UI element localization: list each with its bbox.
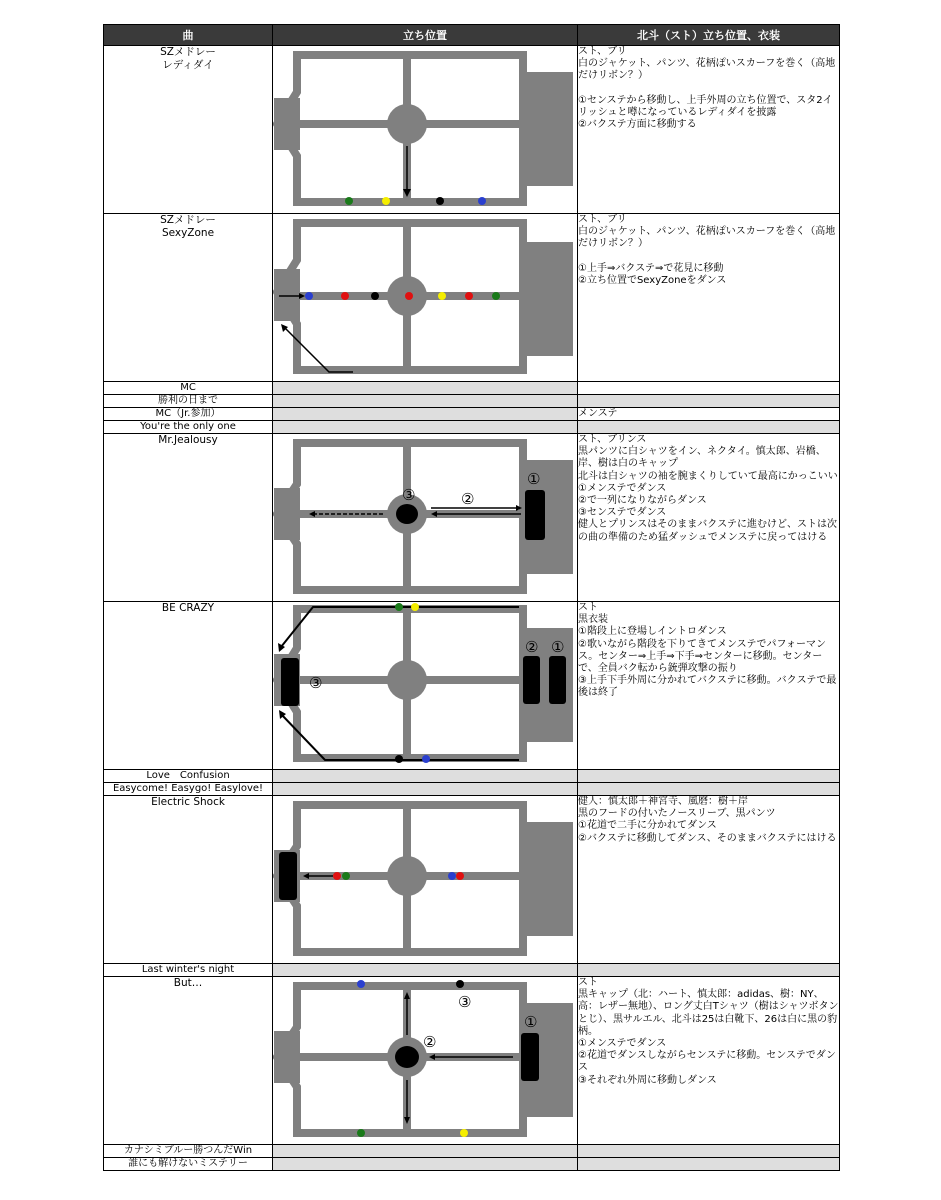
step-marker-3: ③	[458, 993, 472, 1011]
move-arrow	[281, 714, 519, 760]
step-marker-1: ①	[527, 470, 541, 488]
stage-position	[395, 1046, 419, 1068]
step-marker-2: ②	[525, 638, 539, 656]
song-cell: カナシミブルー勝つんだWin	[104, 1145, 273, 1158]
empty-cell	[273, 395, 578, 408]
header-notes: 北斗（スト）立ち位置、衣装	[578, 25, 840, 46]
empty-cell	[273, 421, 578, 434]
member-dot-red	[405, 292, 413, 300]
header-song: 曲	[104, 25, 273, 46]
member-dot-green	[492, 292, 500, 300]
table-row	[104, 46, 840, 214]
stage-diagram	[273, 602, 578, 769]
song-cell: Love Confusion	[104, 770, 273, 783]
table-row	[104, 964, 840, 977]
notes-cell	[578, 770, 840, 783]
empty-cell	[273, 783, 578, 796]
stage-position	[279, 852, 297, 900]
table-row	[104, 395, 840, 408]
song-cell	[104, 977, 273, 1145]
stage-diagram	[273, 434, 578, 601]
step-marker-3: ③	[402, 486, 416, 504]
table-row	[104, 1145, 840, 1158]
song-cell	[104, 46, 273, 214]
stage-diagram-cell	[273, 434, 578, 602]
stage-diagram-cell	[273, 214, 578, 382]
notes-cell	[578, 1158, 840, 1171]
notes-cell	[578, 1145, 840, 1158]
member-dot-black	[371, 292, 379, 300]
table-row	[104, 770, 840, 783]
step-marker-1: ①	[524, 1013, 538, 1031]
back-stage	[274, 269, 300, 321]
stage-diagram-cell	[273, 46, 578, 214]
notes-cell	[578, 395, 840, 408]
notes-cell: スト、ブリ 白のジャケット、パンツ、花柄ぽいスカーフを巻く（高地だけリボン？） ①上手⇒バクステ⇒で花見に移動 ②立ち位置でSexyZoneをダンス	[578, 214, 840, 382]
table-row	[104, 408, 840, 421]
notes-cell: 健人：慎太郎＋神宮寺、風磨：樹＋岸 黒のフードの付いたノースリーブ、黒パンツ ①花道で二手に分かれてダンス ②バクステに移動してダンス、そのままバクステにはける	[578, 796, 840, 964]
empty-cell	[273, 1145, 578, 1158]
header-row	[104, 25, 840, 46]
song-name: Mr.Jealousy	[158, 434, 218, 446]
notes-cell: スト 黒キャップ（北：ハート、慎太郎：adidas、樹：NY、高：レザー無地）、ロング丈白Tシャツ（樹はシャツボタンとじ）、黒サルエル、北斗は25は白靴下、26は白に黒の豹柄。 ①メンステでダンス ②花道でダンスしながらセンステに移動。センステでダンス ③それぞれ外周に移動しダンス	[578, 977, 840, 1145]
stage-diagram	[273, 977, 578, 1144]
stage-position	[523, 656, 540, 704]
back-stage	[274, 98, 300, 150]
member-dot-black	[395, 755, 403, 763]
stage-position	[281, 658, 299, 706]
table-row	[104, 977, 840, 1145]
main-stage	[519, 72, 573, 186]
song-cell: You're the only one	[104, 421, 273, 434]
song-name: Electric Shock	[151, 796, 225, 808]
song-cell	[104, 214, 273, 382]
table-row	[104, 434, 840, 602]
empty-cell	[273, 408, 578, 421]
song-cell: 勝利の日まで	[104, 395, 273, 408]
notes-cell	[578, 964, 840, 977]
empty-cell	[273, 964, 578, 977]
notes-cell	[578, 783, 840, 796]
table-row	[104, 1158, 840, 1171]
song-cell: MC	[104, 382, 273, 395]
member-dot-blue	[305, 292, 313, 300]
song-cell	[104, 434, 273, 602]
member-dot-yellow	[411, 603, 419, 611]
song-cell: Easycome! Easygo! Easylove!	[104, 783, 273, 796]
step-marker-1: ①	[551, 638, 565, 656]
setlist-table	[103, 24, 840, 1171]
main-stage	[519, 242, 573, 356]
member-dot-blue	[448, 872, 456, 880]
center-stage	[387, 660, 427, 700]
member-dot-green	[357, 1129, 365, 1137]
member-dot-green	[345, 197, 353, 205]
member-dot-blue	[422, 755, 430, 763]
stage-position	[396, 504, 418, 524]
song-name: SexyZone	[161, 227, 215, 239]
step-marker-2: ②	[423, 1033, 437, 1051]
song-name: レディダイ	[162, 59, 214, 71]
stage-diagram-cell	[273, 602, 578, 770]
member-dot-black	[456, 980, 464, 988]
stage-diagram	[273, 796, 578, 963]
step-marker-2: ②	[461, 490, 475, 508]
member-dot-yellow	[460, 1129, 468, 1137]
member-dot-red	[456, 872, 464, 880]
notes-cell: スト、ブリンス 黒パンツに白シャツをイン、ネクタイ。慎太郎、岩橋、岸、樹は白のキャップ 北斗は白シャツの袖を腕まくりしていて最高にかっこいい ①メンステでダンス ②で一列になりながらダンス ③センステでダンス 健人とプリンスはそのままバクステに進むけど、ストは次の曲の準備のため猛ダッシュでメンステに戻ってはける	[578, 434, 840, 602]
back-stage	[274, 488, 300, 540]
table-row	[104, 796, 840, 964]
back-stage	[274, 1031, 300, 1083]
member-dot-blue	[478, 197, 486, 205]
member-dot-yellow	[382, 197, 390, 205]
table-row	[104, 382, 840, 395]
song-cell	[104, 602, 273, 770]
empty-cell	[273, 382, 578, 395]
song-cell: Last winter's night	[104, 964, 273, 977]
member-dot-red	[465, 292, 473, 300]
stage-position	[521, 1033, 539, 1081]
song-name: BE CRAZY	[161, 602, 215, 614]
center-stage	[387, 856, 427, 896]
notes-cell: スト、ブリ 白のジャケット、パンツ、花柄ぽいスカーフを巻く（高地だけリボン？） ①センステから移動し、上手外周の立ち位置で、スタ2イリッシュと噂になっているレディダイを披露 ②バクステ方面に移動する	[578, 46, 840, 214]
song-cell: MC（Jr.参加）	[104, 408, 273, 421]
notes-cell	[578, 382, 840, 395]
stage-diagram-cell	[273, 977, 578, 1145]
notes-cell: メンステ	[578, 408, 840, 421]
table-row	[104, 783, 840, 796]
table-row	[104, 421, 840, 434]
empty-cell	[273, 770, 578, 783]
member-dot-black	[436, 197, 444, 205]
notes-cell: スト 黒衣装 ①階段上に登場しイントロダンス ②歌いながら階段を下りてきてメンステでパフォーマンス。センター⇒上手⇒下手⇒センターに移動。センターで、全員バク転から銃弾攻撃の振り ③上手下手外周に分かれてバクステに移動。バクステで最後は終了	[578, 602, 840, 770]
member-dot-red	[333, 872, 341, 880]
song-cell	[104, 796, 273, 964]
member-dot-green	[342, 872, 350, 880]
member-dot-green	[395, 603, 403, 611]
member-dot-red	[341, 292, 349, 300]
member-dot-blue	[357, 980, 365, 988]
table-row	[104, 214, 840, 382]
stage-position	[549, 656, 566, 704]
song-cell: 誰にも解けないミステリー	[104, 1158, 273, 1171]
table-row	[104, 602, 840, 770]
stage-diagram	[273, 214, 578, 381]
song-name: SZメドレー	[160, 46, 216, 58]
stage-diagram	[273, 46, 578, 213]
song-name: SZメドレー	[160, 214, 216, 226]
stage-diagram-cell	[273, 796, 578, 964]
song-name: But…	[173, 977, 203, 989]
notes-cell	[578, 421, 840, 434]
stage-position	[525, 490, 545, 540]
step-marker-3: ③	[309, 674, 323, 692]
header-position: 立ち位置	[273, 25, 578, 46]
main-stage	[519, 822, 573, 936]
center-stage	[387, 104, 427, 144]
empty-cell	[273, 1158, 578, 1171]
member-dot-yellow	[438, 292, 446, 300]
